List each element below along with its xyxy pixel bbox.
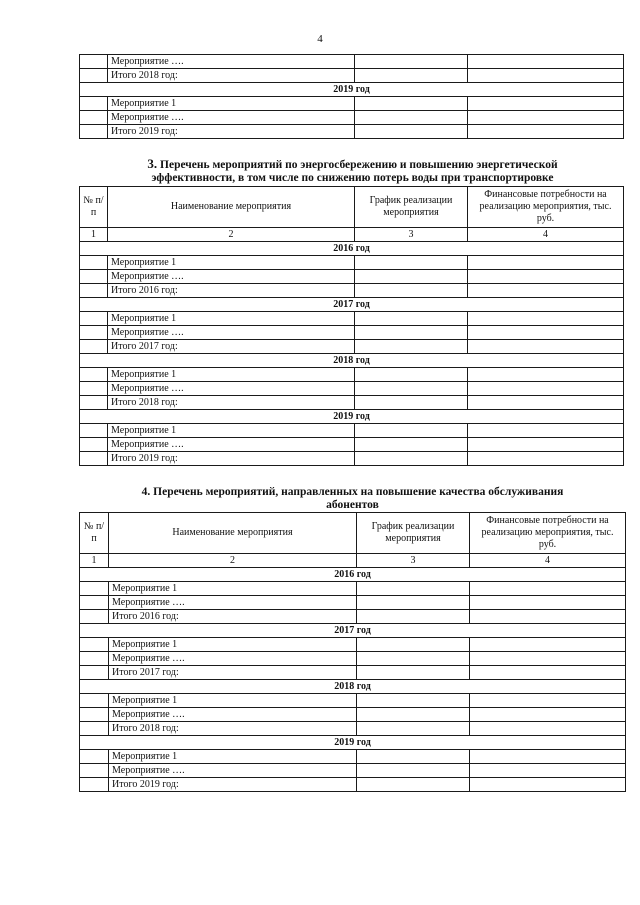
year-label: 2016 год [80,568,626,582]
table-row [80,256,624,270]
year-label: 2017 год [80,298,624,312]
section3-table [79,186,624,466]
col-header-schedule: График реализации мероприятия [355,187,468,228]
year-label: 2019 год [80,736,626,750]
col-header-number: № п/п [80,187,108,228]
total-label: Итого 2018 год: [108,69,355,83]
col-header-name: Наименование мероприятия [108,187,355,228]
table-row [80,312,624,326]
table-row [80,596,626,610]
table-row [80,424,624,438]
table-row [80,666,626,680]
year-label: 2019 год [80,410,624,424]
table-row [80,270,624,284]
year-label: 2019 год [80,83,624,97]
total-label: Итого 2019 год: [108,452,355,466]
item-name: Мероприятие …. [109,708,357,722]
item-name: Мероприятие 1 [109,638,357,652]
year-row [80,410,624,424]
col-header-finance: Финансовые потребности на реализацию мероприятия, тыс. руб. [468,187,624,228]
year-label: 2018 год [80,680,626,694]
section3-title [80,157,625,185]
item-name: Мероприятие 1 [108,312,355,326]
item-name: Мероприятие 1 [109,694,357,708]
total-label: Итого 2018 год: [108,396,355,410]
header-row [80,513,626,554]
year-label: 2016 год [80,242,624,256]
year-label: 2017 год [80,624,626,638]
item-name: Мероприятие …. [108,438,355,452]
item-name: Мероприятие …. [109,764,357,778]
item-name: Мероприятие …. [109,596,357,610]
column-number-row [80,228,624,242]
col-number: 1 [80,228,108,242]
item-name: Мероприятие 1 [108,424,355,438]
table-row [80,708,626,722]
table-row [80,694,626,708]
col-number: 2 [108,228,355,242]
col-header-number: № п/п [80,513,109,554]
total-label: Итого 2016 год: [108,284,355,298]
header-row [80,187,624,228]
table-row [80,69,624,83]
total-label: Итого 2019 год: [109,778,357,792]
item-name: Мероприятие 1 [108,97,355,111]
table-row [80,452,624,466]
table-row [80,610,626,624]
col-header-name: Наименование мероприятия [109,513,357,554]
table-row [80,125,624,139]
table-row [80,750,626,764]
col-number: 1 [80,554,109,568]
table-row [80,97,624,111]
table-row [80,778,626,792]
item-name: Мероприятие …. [108,382,355,396]
item-name: Мероприятие 1 [109,750,357,764]
total-label: Итого 2018 год: [109,722,357,736]
page-number: 4 [317,33,323,45]
year-label: 2018 год [80,354,624,368]
item-name: Мероприятие …. [108,326,355,340]
total-label: Итого 2017 год: [109,666,357,680]
table-row [80,396,624,410]
year-row [80,83,624,97]
table-row [80,652,626,666]
table-row [80,326,624,340]
table-row [80,764,626,778]
item-name: Мероприятие 1 [108,256,355,270]
total-label: Итого 2016 год: [109,610,357,624]
year-row [80,736,626,750]
section4-table [79,512,626,792]
section4-title [80,486,625,512]
table-row [80,284,624,298]
item-name: Мероприятие …. [108,111,355,125]
total-label: Итого 2017 год: [108,340,355,354]
year-row [80,624,626,638]
year-row [80,242,624,256]
col-number: 4 [468,228,624,242]
section4-title-line1: 4. Перечень мероприятий, направленных на повышение качества обслуживания [141,486,564,498]
col-header-schedule: График реализации мероприятия [357,513,470,554]
table-row [80,722,626,736]
year-row [80,680,626,694]
column-number-row [80,554,626,568]
table-row [80,368,624,382]
table-row [80,638,626,652]
item-name: Мероприятие 1 [108,368,355,382]
table-row [80,582,626,596]
col-number: 3 [357,554,470,568]
col-number: 3 [355,228,468,242]
section3-title-line2: эффективности, в том числе по снижению потерь воды при транспортировке [151,172,554,184]
col-number: 2 [109,554,357,568]
top-table [79,54,624,139]
table-row [80,438,624,452]
total-label: Итого 2019 год: [108,125,355,139]
item-name: Мероприятие …. [108,270,355,284]
item-name: Мероприятие …. [109,652,357,666]
col-number: 4 [470,554,626,568]
year-row [80,354,624,368]
table-row [80,55,624,69]
section4-title-line2: абонентов [326,499,379,511]
table-row [80,340,624,354]
section3-number: 3. [147,156,158,171]
col-header-finance: Финансовые потребности на реализацию мероприятия, тыс. руб. [470,513,626,554]
table-row [80,111,624,125]
table-row [80,382,624,396]
year-row [80,298,624,312]
item-name: Мероприятие …. [108,55,355,69]
item-name: Мероприятие 1 [109,582,357,596]
year-row [80,568,626,582]
section3-title-line1: Перечень мероприятий по энергосбережению и повышению энергетической [160,159,558,171]
